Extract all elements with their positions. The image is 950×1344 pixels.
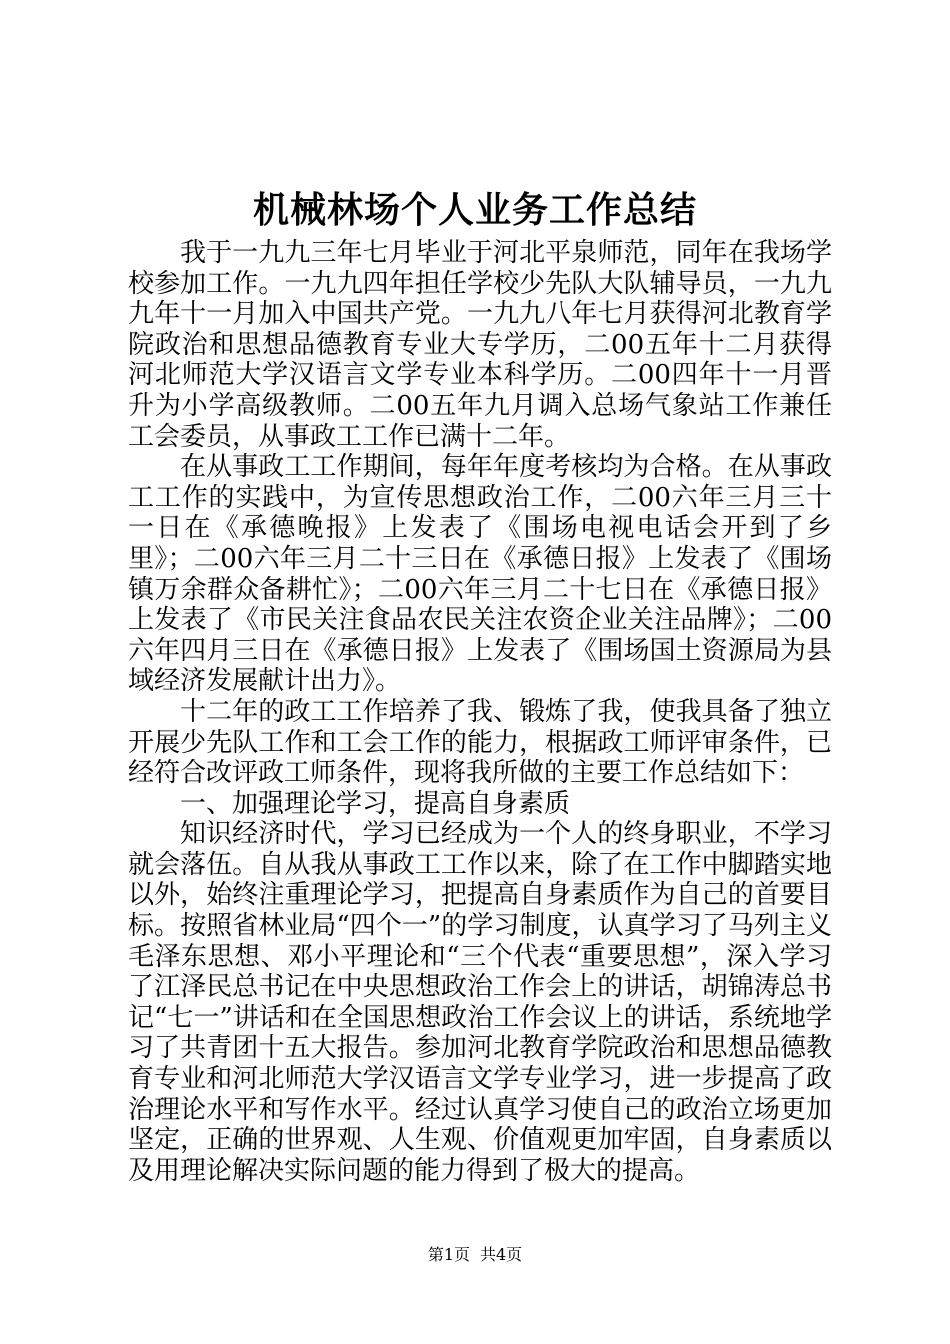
page-total: 共4页 (480, 1245, 523, 1264)
paragraph-summary-intro: 十二年的政工工作培养了我、锻炼了我，使我具备了独立开展少先队工作和工会工作的能力，根据政工师评审条件，已经符合改评政工师条件，现将我所做的主要工作总结如下： (128, 696, 832, 789)
paragraph-career: 我于一九九三年七月毕业于河北平泉师范，同年在我场学校参加工作。一九九四年担任学校少先队大队辅导员，一九九九年十一月加入中国共产党。一九九八年七月获得河北教育学院政治和思想品德教育专业大专学历，二00五年十二月获得河北师范大学汉语言文学专业本科学历。二00四年十一月晋升为小学高级教师。二00五年九月调入总场气象站工作兼任工会委员，从事政工工作已满十二年。 (128, 238, 832, 452)
document-body (128, 238, 832, 1186)
page-footer (0, 1244, 950, 1266)
document-title: 机械林场个人业务工作总结 (252, 189, 697, 231)
page-number: 第1页 (427, 1245, 470, 1264)
paragraph-publications: 在从事政工工作期间，每年年度考核均为合格。在从事政工工作的实践中，为宣传思想政治工作，二00六年三月三十一日在《承德晚报》上发表了《围场电视电话会开到了乡里》；二00六年三月二十三日在《承德日报》上发表了《围场镇万余群众备耕忙》；二00六年三月二十七日在《承德日报》上发表了《市民关注食品农民关注农资企业关注品牌》；二00六年四月三日在《承德日报》上发表了《围场国土资源局为县域经济发展献计出力》。 (128, 452, 832, 697)
paragraph-theory-study: 知识经济时代，学习已经成为一个人的终身职业，不学习就会落伍。自从我从事政工工作以来，除了在工作中脚踏实地以外，始终注重理论学习，把提高自身素质作为自己的首要目标。按照省林业局“四个一”的学习制度，认真学习了马列主义毛泽东思想、邓小平理论和“三个代表“重要思想”，深入学习了江泽民总书记在中央思想政治工作会上的讲话，胡锦涛总书记“七一”讲话和在全国思想政治工作会议上的讲话，系统地学习了共青团十五大报告。参加河北教育学院政治和思想品德教育专业和河北师范大学汉语言文学专业学习，进一步提高了政治理论水平和写作水平。经过认真学习使自己的政治立场更加坚定，正确的世界观、人生观、价值观更加牢固，自身素质以及用理论解决实际问题的能力得到了极大的提高。 (128, 819, 832, 1186)
section-heading: 一、加强理论学习，提高自身素质 (180, 788, 571, 819)
